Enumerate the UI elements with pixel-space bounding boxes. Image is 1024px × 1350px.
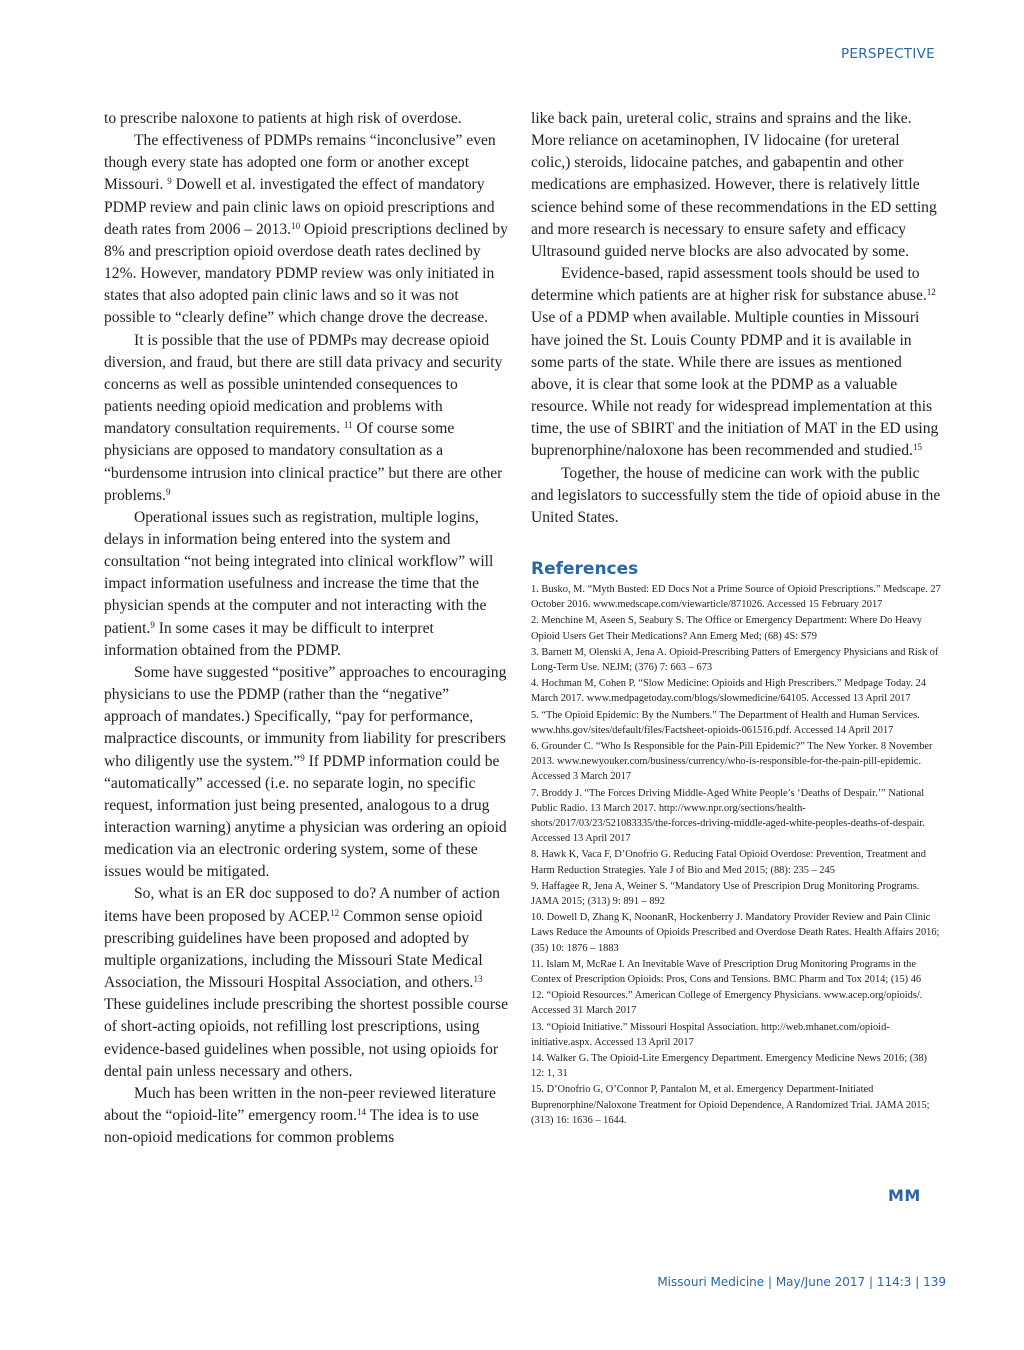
citation-superscript: 9 [167, 176, 172, 187]
reference-item: 8. Hawk K, Vaca F, D’Onofrio G. Reducing Fatal Opioid Overdose: Prevention, Treatment and Harm Reduction Strategies. Yale J of Bio and Med 2015; (88): 235 – 245 [531, 849, 926, 876]
reference-item: 1. Busko, M. “Myth Busted: ED Docs Not a Prime Source of Opioid Prescriptions.” Medscape. 27 October 2016. www.medscape.com/viewarticle/871026. Accessed 15 February 2017 [531, 583, 941, 611]
reference-item: 9. Haffagee R, Jena A, Weiner S. “Mandatory Use of Prescripion Drug Monitoring Programs. JAMA 2015; (313) 9: 891 – 892 [531, 880, 920, 908]
paragraph-text: Common sense opioid prescribing guidelines have been proposed and adopted by multiple organizations, including the Missouri State Medical Association, the Missouri Hospital Association, and others. [104, 907, 483, 992]
citation-superscript: 14 [357, 1107, 367, 1118]
citation-superscript: 11 [343, 420, 353, 431]
paragraph-text: The effectiveness of PDMPs remains “inconclusive” even though every state has adopted one form or another except Missouri. [104, 132, 496, 194]
body-paragraph [104, 330, 510, 507]
reference-item: 14. Walker G. The Opioid-Lite Emergency Department. Emergency Medicine News 2016; (38) 12: 1, 31 [531, 1053, 928, 1080]
body-paragraph [531, 108, 941, 263]
paragraph-text: If PDMP information could be “automatically” accessed (i.e. no separate login, no specific request, information just being presented, analogous to a drug interaction warning) anytime a physician was ordering an opioid medication via an electronic ordering system, some of these issues would be mitigated. [104, 752, 507, 881]
paragraph-text: Opioid prescriptions declined by 8% and prescription opioid overdose death rates declined by 12%. However, mandatory PDMP review was only initiated in states that also adopted pain clinic laws and so it was not possible to “clearly define” which change drove the decrease. [104, 220, 508, 327]
body-paragraph [531, 463, 941, 529]
body-paragraph [104, 130, 510, 329]
end-mark-logo: MM [888, 1186, 921, 1205]
citation-superscript: 12 [926, 287, 936, 298]
body-paragraph [104, 108, 510, 130]
references-list [531, 582, 941, 1128]
paragraph-text: It is possible that the use of PDMPs may decrease opioid diversion, and fraud, but there are still data privacy and security concerns as well as possible unintended consequences to patients needing opioid medication and problems with mandatory consultation requirements. [104, 331, 503, 438]
citation-superscript: 15 [912, 442, 922, 453]
reference-item: 7. Broddy J. “The Forces Driving Middle-Aged White People’s ‘Deaths of Despair.’” National Public Radio. 13 March 2017. http://www.npr.org/sections/health-shots/2017/03/23/521083335/the-forces-driving-middle-aged-white-peoples-deaths-of-despair. Accessed 13 April 2017 [531, 787, 925, 845]
reference-item: 3. Barnett M, Olenski A, Jena A. Opioid-Prescribing Patters of Emergency Physicians and Risk of Long-Term Use. NEJM; (376) 7: 663 – 673 [531, 646, 939, 673]
reference-item: 2. Menchine M, Aseen S, Seabury S. The Office or Emergency Department: Where Do Heavy Opioid Users Get Their Medications? Ann Emerg Med; (68) 4S: S79 [531, 615, 923, 642]
citation-superscript: 9 [150, 619, 155, 630]
paragraph-text: Evidence-based, rapid assessment tools should be used to determine which patients are at higher risk for substance abuse. [531, 265, 927, 305]
paragraph-text: Operational issues such as registration, multiple logins, delays in information being entered into the system and consultation “not being integrated into clinical workflow” will impact information usefulness and increase the time that the physician spends at the computer and not interacting with the patient. [104, 508, 494, 637]
paragraph-text: So, what is an ER doc supposed to do? A number of action items have been proposed by ACEP. [104, 885, 500, 925]
citation-superscript: 12 [330, 907, 340, 918]
left-column [104, 108, 510, 1149]
paragraph-text: These guidelines include prescribing the shortest possible course of short-acting opioids, not refilling lost prescriptions, using evidence-based guidelines when possible, not using opioids for dental pain unless necessary and others. [104, 996, 509, 1080]
reference-item: 12. “Opioid Resources.” American College of Emergency Physicians. www.acep.org/opioids/. Accessed 31 March 2017 [531, 990, 923, 1017]
citation-superscript: 9 [165, 486, 171, 497]
citation-superscript: 10 [291, 220, 301, 231]
paragraph-text: like back pain, ureteral colic, strains and sprains and the like. More reliance on acetaminophen, IV lidocaine (for ureteral colic,) steroids, lidocaine patches, and gabapentin and other medications are emphasized. However, there is relatively little science behind some of these recommendations in the ED setting and more research is necessary to ensure safety and efficacy Ultrasound guided nerve blocks are also advocated by some. [531, 110, 937, 260]
body-paragraph [104, 1083, 510, 1149]
citation-superscript: 9 [300, 752, 305, 763]
paragraph-text: Together, the house of medicine can work with the public and legislators to successfully stem the tide of opioid abuse in the United States. [531, 464, 941, 526]
body-paragraph [104, 662, 510, 884]
paragraph-text: The idea is to use non-opioid medications for common problems [104, 1107, 479, 1147]
page-footer: Missouri Medicine | May/June 2017 | 114:3 | 139 [657, 1275, 946, 1289]
references-heading: References [531, 558, 639, 579]
citation-superscript: 13 [473, 974, 483, 985]
reference-item: 5. “The Opioid Epidemic: By the Numbers.” The Department of Health and Human Services. www.hhs.gov/sites/default/files/Factsheet-opioids-061516.pdf. Accessed 14 April 2017 [531, 709, 920, 736]
body-paragraph [531, 263, 941, 462]
reference-item: 4. Hochman M, Cohen P. “Slow Medicine: Opioids and High Prescribers.” Medpage Today. 24 March 2017. www.medpagetoday.com/blogs/slowmedicine/64105. Accessed 13 April 2017 [531, 678, 926, 705]
reference-item: 15. D’Onofrio G, O’Connor P, Pantalon M, et al. Emergency Department-Initiated Buprenorphine/Naloxone Treatment for Opioid Dependence, A Randomized Trial. JAMA 2015; (313) 16: 1636 – 1644. [531, 1084, 930, 1126]
paragraph-text: Use of a PDMP when available. Multiple counties in Missouri have joined the St. Louis County PDMP and it is available in some parts of the state. While there are issues as mentioned above, it is clear that some look at the PDMP as a valuable resource. While not ready for widespread implementation at this time, the use of SBIRT and the initiation of MAT in the ED using buprenorphine/naloxone has been recommended and studied. [531, 309, 939, 460]
right-column-body [531, 108, 941, 529]
paragraph-text: Dowell et al. investigated the effect of mandatory PDMP review and pain clinic laws on opioid prescriptions and death rates from 2006 – 2013. [104, 176, 495, 238]
body-paragraph [104, 883, 510, 1082]
reference-item: 13. “Opioid Initiative.” Missouri Hospital Association. http://web.mhanet.com/opioid-initiative.aspx. Accessed 13 April 2017 [531, 1021, 890, 1048]
reference-item: 6. Grounder C. “Who Is Responsible for the Pain-Pill Epidemic?” The New Yorker. 8 November 2013. www.newyouker.com/business/currency/who-is-responsible-for-the-pain-pill-epidemic. Accessed 3 March 2017 [531, 741, 933, 783]
right-column [531, 108, 941, 1129]
paragraph-text: In some cases it may be difficult to interpret information obtained from the PDMP. [104, 619, 434, 659]
paragraph-text: to prescribe naloxone to patients at high risk of overdose. [104, 110, 462, 127]
reference-item: 10. Dowell D, Zhang K, NoonanR, Hockenberry J. Mandatory Provider Review and Pain Clinic Laws Reduce the Amounts of Opioids Prescribed and Overdose Death Rates. Health Affairs 2016; (35) 10: 1876 – 1883 [531, 912, 940, 954]
paragraph-text: Some have suggested “positive” approaches to encouraging physicians to use the PDMP (rather than the “negative” approach of mandates.) Specifically, “pay for performance, malpractice discounts, or immunity from liability for prescribers who diligently use the system.” [104, 663, 507, 770]
reference-item: 11. Islam M, McRae I. An Inevitable Wave of Prescription Drug Monitoring Programs in the Contex of Prescription Opioids: Pros, Cons and Tensions. BMC Pharm and Tox 2014; (15) 46 [531, 958, 922, 986]
section-label: PERSPECTIVE [840, 46, 935, 62]
paragraph-text: Much has been written in the non-peer reviewed literature about the “opioid-lite” emergency room. [104, 1084, 496, 1125]
body-paragraph [104, 507, 510, 662]
paragraph-text: Of course some physicians are opposed to mandatory consultation as a “burdensome intrusion into clinical practice” but there are other problems. [104, 420, 503, 504]
